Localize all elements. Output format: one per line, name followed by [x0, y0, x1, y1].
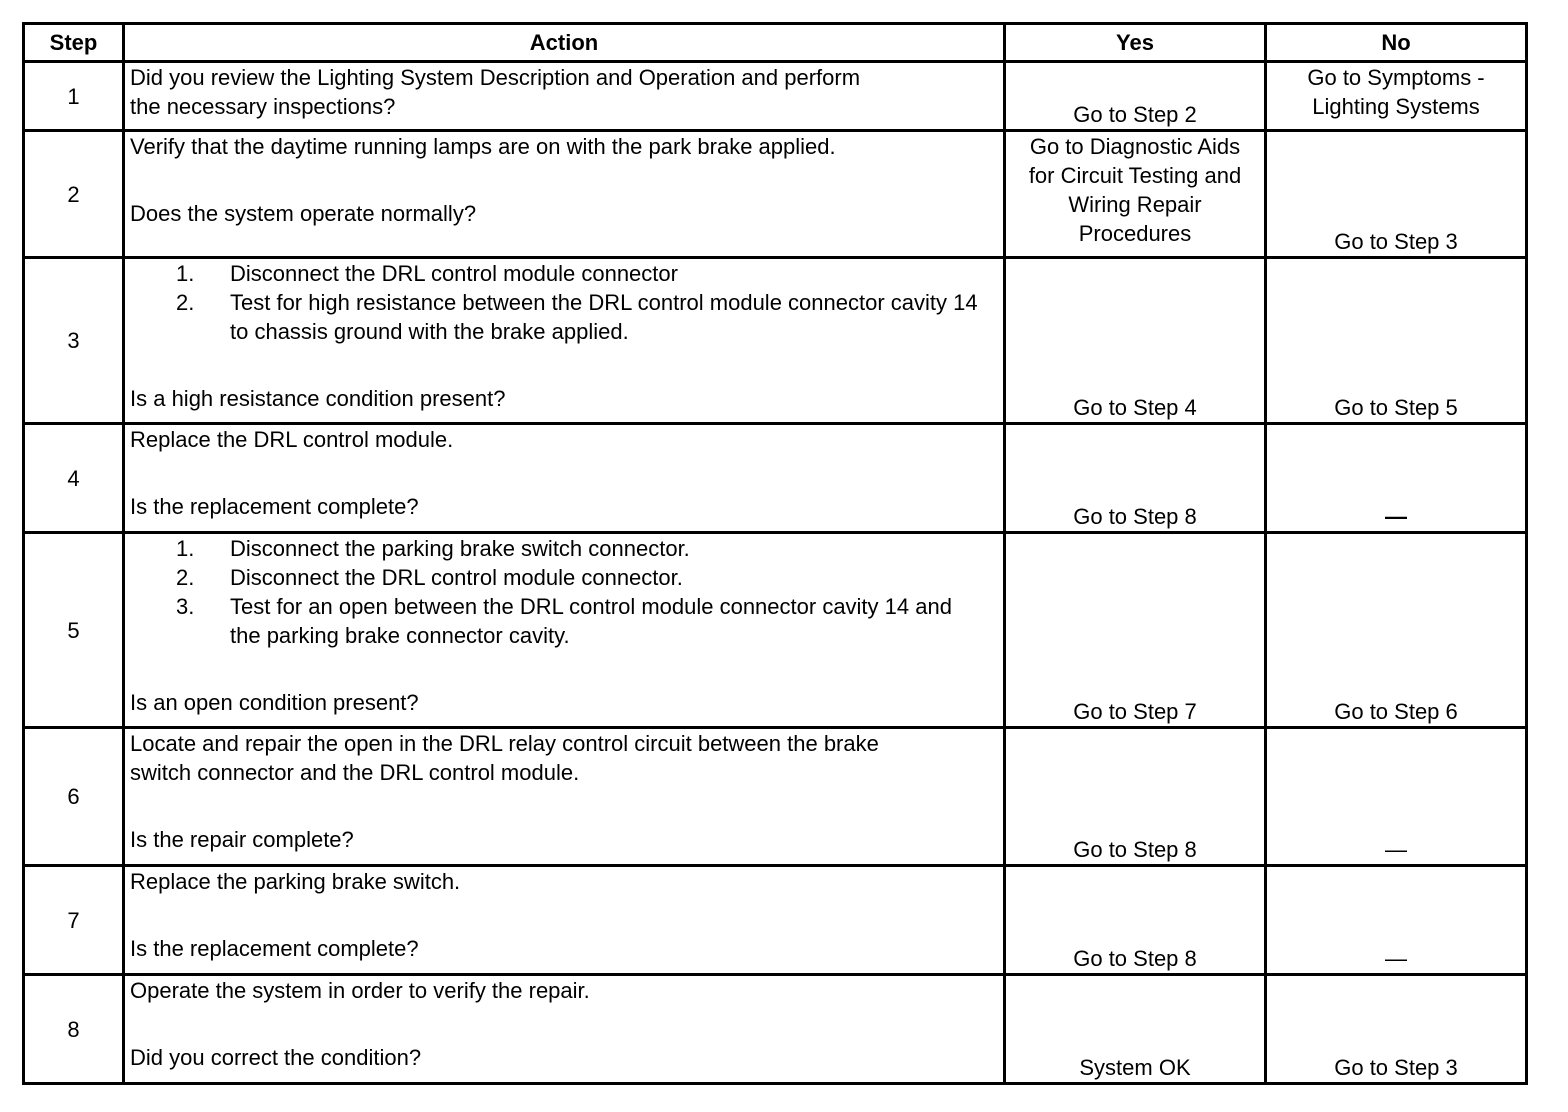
step-number: 5 — [24, 533, 124, 728]
yes-line: Go to Diagnostic Aids — [1029, 134, 1241, 159]
diagnostic-table — [22, 22, 1528, 1085]
table-row — [24, 424, 1527, 533]
no-cell: — — [1266, 866, 1527, 975]
step-number: 2 — [24, 131, 124, 258]
table-row — [24, 131, 1527, 258]
table-row — [24, 728, 1527, 866]
header-yes: Yes — [1005, 24, 1266, 62]
action-line: switch connector and the DRL control module. — [130, 760, 580, 785]
action-instruction: Operate the system in order to verify the repair. — [130, 978, 590, 1003]
substep — [176, 534, 998, 563]
action-instruction: Replace the DRL control module. — [130, 427, 454, 452]
action-cell — [124, 533, 1005, 728]
substep — [176, 592, 998, 650]
action-cell — [124, 975, 1005, 1084]
substep-text: Test for high resistance between the DRL control module connector cavity 14 to chassis ground with the brake applied. — [230, 290, 978, 344]
substep-text: Disconnect the DRL control module connector. — [230, 565, 683, 590]
action-question: Does the system operate normally? — [130, 201, 477, 226]
substep — [176, 288, 998, 346]
no-cell: — — [1266, 424, 1527, 533]
table-row — [24, 975, 1527, 1084]
yes-cell: Go to Step 7 — [1005, 533, 1266, 728]
yes-line: Wiring Repair — [1068, 192, 1202, 217]
action-instruction: Verify that the daytime running lamps are on with the park brake applied. — [130, 134, 836, 159]
no-cell: Go to Step 5 — [1266, 258, 1527, 424]
step-number: 7 — [24, 866, 124, 975]
substep-text: Disconnect the parking brake switch connector. — [230, 536, 690, 561]
action-question: Is an open condition present? — [130, 690, 419, 715]
table-row — [24, 866, 1527, 975]
action-question: Is the repair complete? — [130, 827, 354, 852]
substep-list — [130, 259, 998, 346]
action-cell — [124, 131, 1005, 258]
substep-number: 2. — [176, 565, 195, 590]
substep-text: Test for an open between the DRL control module connector cavity 14 and the parking brake connector cavity. — [230, 594, 952, 648]
table-row — [24, 62, 1527, 131]
table-row — [24, 258, 1527, 424]
header-step: Step — [24, 24, 124, 62]
header-action: Action — [124, 24, 1005, 62]
yes-cell: Go to Step 8 — [1005, 866, 1266, 975]
no-cell: Go to Step 3 — [1266, 131, 1527, 258]
substep — [176, 563, 998, 592]
no-cell: Go to Step 3 — [1266, 975, 1527, 1084]
substep-number: 1. — [176, 261, 195, 286]
yes-cell: Go to Step 4 — [1005, 258, 1266, 424]
action-line: the necessary inspections? — [130, 94, 396, 119]
action-line: Locate and repair the open in the DRL relay control circuit between the brake — [130, 731, 879, 756]
yes-cell: Go to Step 8 — [1005, 424, 1266, 533]
step-number: 3 — [24, 258, 124, 424]
no-cell: — — [1266, 728, 1527, 866]
step-number: 8 — [24, 975, 124, 1084]
no-line: Lighting Systems — [1312, 94, 1480, 119]
substep — [176, 259, 998, 288]
no-line: Go to Symptoms - — [1307, 65, 1485, 90]
action-cell — [124, 62, 1005, 131]
substep-number: 2. — [176, 290, 195, 315]
step-number: 6 — [24, 728, 124, 866]
action-instruction: Replace the parking brake switch. — [130, 869, 461, 894]
action-question: Is the replacement complete? — [130, 936, 419, 961]
yes-line: for Circuit Testing and — [1028, 163, 1242, 188]
action-cell — [124, 424, 1005, 533]
step-number: 1 — [24, 62, 124, 131]
yes-cell — [1005, 131, 1266, 258]
substep-number: 3. — [176, 594, 195, 619]
table-row — [24, 533, 1527, 728]
yes-cell: Go to Step 2 — [1005, 62, 1266, 131]
substep-number: 1. — [176, 536, 195, 561]
step-number: 4 — [24, 424, 124, 533]
header-no: No — [1266, 24, 1527, 62]
action-cell — [124, 866, 1005, 975]
no-cell: Go to Step 6 — [1266, 533, 1527, 728]
header-row — [24, 24, 1527, 62]
action-line: Did you review the Lighting System Description and Operation and perform — [130, 65, 861, 90]
yes-line: Procedures — [1078, 221, 1192, 246]
action-question: Is the replacement complete? — [130, 494, 419, 519]
no-cell — [1266, 62, 1527, 131]
substep-text: Disconnect the DRL control module connector — [230, 261, 678, 286]
yes-cell: Go to Step 8 — [1005, 728, 1266, 866]
action-question: Is a high resistance condition present? — [130, 386, 506, 411]
substep-list — [130, 534, 998, 650]
action-cell — [124, 728, 1005, 866]
yes-cell: System OK — [1005, 975, 1266, 1084]
action-question: Did you correct the condition? — [130, 1045, 422, 1070]
action-cell — [124, 258, 1005, 424]
